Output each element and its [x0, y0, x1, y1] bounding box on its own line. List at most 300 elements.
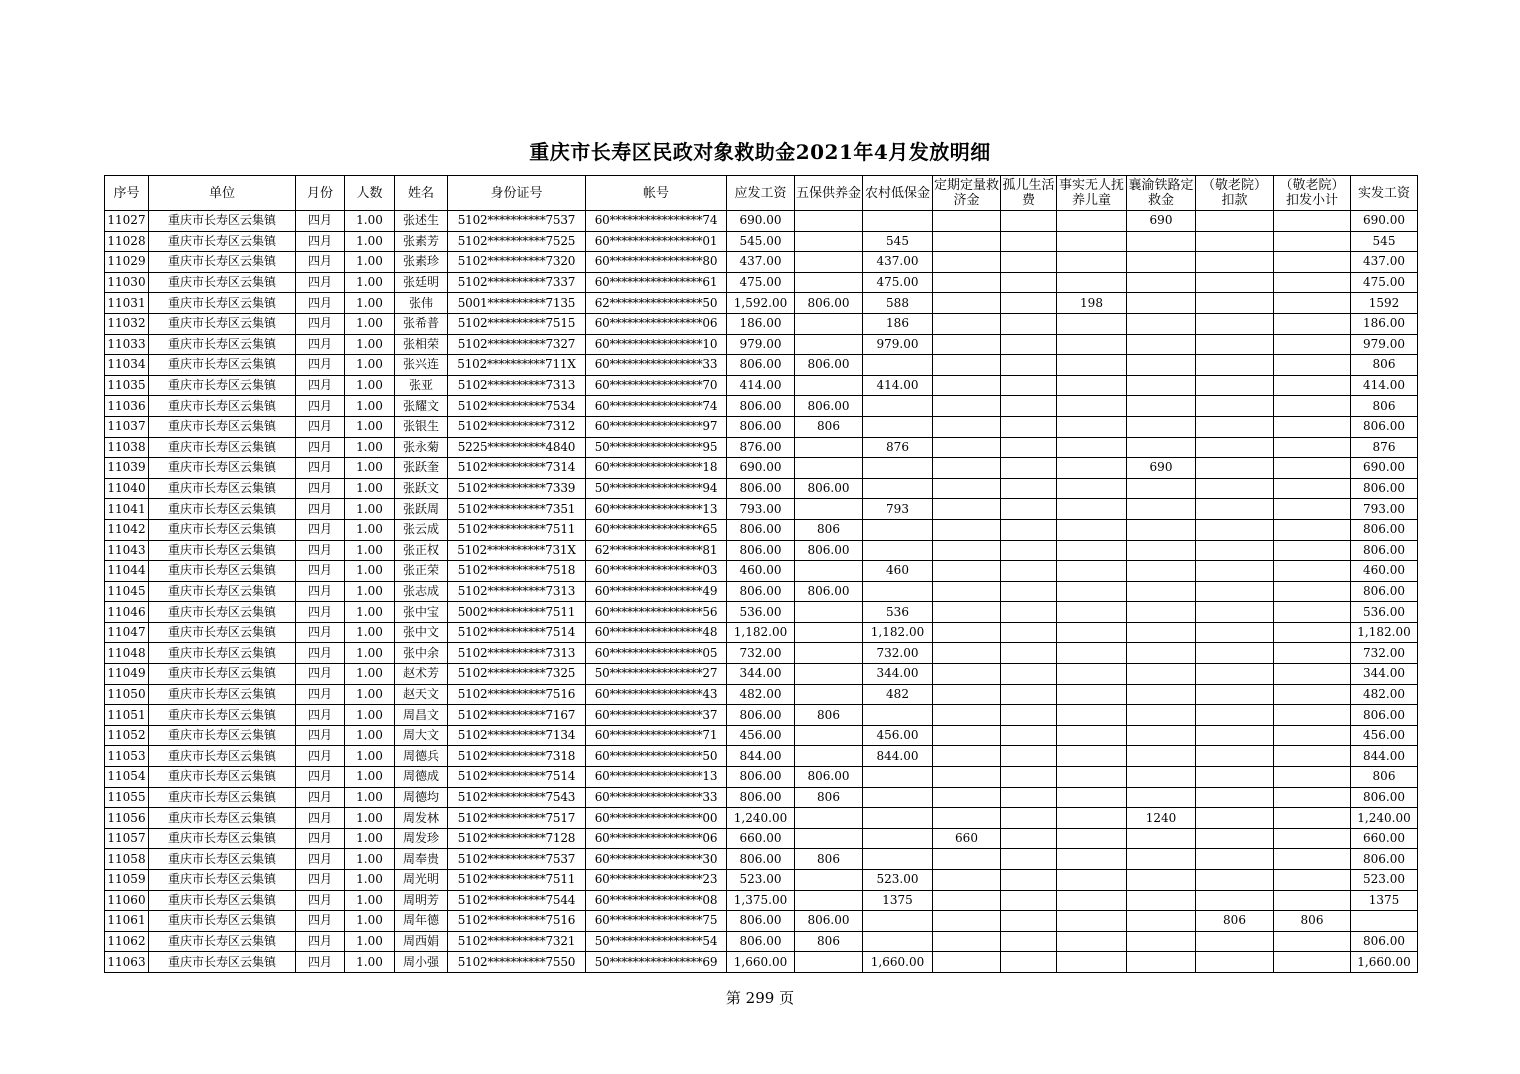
table-cell	[1196, 787, 1274, 808]
table-cell	[1274, 540, 1351, 561]
table-row	[105, 622, 1418, 643]
table-cell	[1127, 519, 1196, 540]
table-cell: 重庆市长寿区云集镇	[149, 808, 296, 829]
table-cell: 11044	[105, 561, 149, 582]
table-cell: 806.00	[795, 581, 863, 602]
table-cell: 806.00	[727, 396, 795, 417]
table-cell: 张述生	[395, 211, 448, 232]
table-cell: 重庆市长寿区云集镇	[149, 540, 296, 561]
table-cell: 1.00	[345, 293, 395, 314]
table-cell	[1127, 293, 1196, 314]
table-cell: 张中宝	[395, 602, 448, 623]
table-cell: 5102**********7537	[448, 849, 586, 870]
table-cell: 5102**********7128	[448, 828, 586, 849]
table-cell: 11038	[105, 437, 149, 458]
table-cell: 5102**********7517	[448, 808, 586, 829]
table-row	[105, 890, 1418, 911]
table-cell	[1001, 931, 1057, 952]
table-cell	[1196, 211, 1274, 232]
table-cell: 5102**********7511	[448, 870, 586, 891]
table-cell: 重庆市长寿区云集镇	[149, 478, 296, 499]
table-cell: 1,182.00	[1351, 622, 1418, 643]
table-cell	[1057, 519, 1127, 540]
table-cell: 张跃奎	[395, 458, 448, 479]
table-cell: 60****************48	[586, 622, 727, 643]
table-cell: 5102**********7320	[448, 252, 586, 273]
table-cell	[1196, 561, 1274, 582]
table-cell	[1274, 725, 1351, 746]
table-row	[105, 293, 1418, 314]
table-cell: 重庆市长寿区云集镇	[149, 952, 296, 973]
table-cell: 732.00	[1351, 643, 1418, 664]
table-cell	[863, 705, 933, 726]
table-cell: 四月	[296, 355, 345, 376]
table-cell	[933, 355, 1001, 376]
table-cell: 545	[863, 231, 933, 252]
table-cell: 806	[1196, 911, 1274, 932]
table-row	[105, 828, 1418, 849]
table-cell: 1.00	[345, 334, 395, 355]
table-cell	[1001, 952, 1057, 973]
table-cell	[1127, 540, 1196, 561]
table-cell	[1001, 622, 1057, 643]
table-cell	[933, 540, 1001, 561]
table-cell	[933, 375, 1001, 396]
table-cell: 11036	[105, 396, 149, 417]
table-cell: 1.00	[345, 870, 395, 891]
table-cell: 重庆市长寿区云集镇	[149, 787, 296, 808]
table-cell: 1,240.00	[727, 808, 795, 829]
table-cell	[933, 767, 1001, 788]
table-cell	[1274, 561, 1351, 582]
table-cell	[1274, 313, 1351, 334]
table-cell	[1274, 664, 1351, 685]
table-cell	[1196, 458, 1274, 479]
table-cell	[863, 396, 933, 417]
table-cell	[1127, 828, 1196, 849]
table-cell: 5102**********731X	[448, 540, 586, 561]
table-cell: 四月	[296, 684, 345, 705]
column-header: 单位	[149, 176, 296, 211]
table-cell	[1057, 787, 1127, 808]
table-cell	[933, 808, 1001, 829]
table-cell: 60****************61	[586, 272, 727, 293]
table-cell: 11058	[105, 849, 149, 870]
table-cell: 张中文	[395, 622, 448, 643]
table-cell: 四月	[296, 211, 345, 232]
table-cell	[1196, 416, 1274, 437]
table-cell: 重庆市长寿区云集镇	[149, 231, 296, 252]
table-row	[105, 211, 1418, 232]
table-cell	[1057, 581, 1127, 602]
column-header: （敬老院）扣发小计	[1274, 176, 1351, 211]
table-cell: 690	[1127, 211, 1196, 232]
table-cell: 5102**********7514	[448, 622, 586, 643]
table-cell: 张伟	[395, 293, 448, 314]
table-cell: 1,240.00	[1351, 808, 1418, 829]
table-cell: 5102**********7167	[448, 705, 586, 726]
table-cell	[1196, 581, 1274, 602]
table-cell	[863, 911, 933, 932]
table-cell: 11055	[105, 787, 149, 808]
table-cell: 806.00	[1351, 540, 1418, 561]
table-cell: 11049	[105, 664, 149, 685]
table-cell	[795, 870, 863, 891]
table-cell	[1274, 211, 1351, 232]
table-cell	[1127, 252, 1196, 273]
table-cell	[1057, 561, 1127, 582]
table-cell: 60****************37	[586, 705, 727, 726]
column-header: 事实无人抚养儿童	[1057, 176, 1127, 211]
table-row	[105, 416, 1418, 437]
table-cell: 重庆市长寿区云集镇	[149, 519, 296, 540]
column-header: 应发工资	[727, 176, 795, 211]
table-cell	[1001, 561, 1057, 582]
table-cell: 690.00	[1351, 211, 1418, 232]
table-cell	[1001, 231, 1057, 252]
table-cell: 50****************69	[586, 952, 727, 973]
column-header: 月份	[296, 176, 345, 211]
table-row	[105, 787, 1418, 808]
table-cell: 1.00	[345, 581, 395, 602]
table-cell: 1,375.00	[727, 890, 795, 911]
table-cell: 四月	[296, 334, 345, 355]
table-cell: 844.00	[727, 746, 795, 767]
table-cell	[795, 334, 863, 355]
table-cell: 5102**********7518	[448, 561, 586, 582]
table-cell	[863, 355, 933, 376]
table-cell	[1057, 478, 1127, 499]
table-cell: 11053	[105, 746, 149, 767]
table-cell: 806	[795, 705, 863, 726]
table-cell: 806.00	[795, 767, 863, 788]
table-cell: 60****************56	[586, 602, 727, 623]
table-cell: 536.00	[727, 602, 795, 623]
table-cell	[1274, 705, 1351, 726]
page-number: 第 299 页	[725, 989, 795, 1007]
table-cell	[863, 581, 933, 602]
table-cell: 四月	[296, 725, 345, 746]
table-row	[105, 952, 1418, 973]
table-cell: 60****************75	[586, 911, 727, 932]
table-cell: 50****************94	[586, 478, 727, 499]
table-cell: 660	[933, 828, 1001, 849]
table-cell: 四月	[296, 746, 345, 767]
column-header: 序号	[105, 176, 149, 211]
table-cell: 1.00	[345, 416, 395, 437]
column-header: 孤儿生活费	[1001, 176, 1057, 211]
table-cell: 460.00	[1351, 561, 1418, 582]
table-cell	[1001, 684, 1057, 705]
table-cell: 张兴连	[395, 355, 448, 376]
table-cell	[1057, 355, 1127, 376]
table-cell	[1196, 355, 1274, 376]
table-cell	[795, 890, 863, 911]
table-cell: 979.00	[727, 334, 795, 355]
table-cell: 1.00	[345, 664, 395, 685]
table-cell: 张正荣	[395, 561, 448, 582]
table-cell: 456.00	[727, 725, 795, 746]
table-cell: 重庆市长寿区云集镇	[149, 746, 296, 767]
table-cell: 536	[863, 602, 933, 623]
column-header: 帐号	[586, 176, 727, 211]
table-row	[105, 767, 1418, 788]
table-cell: 1.00	[345, 396, 395, 417]
table-cell: 806.00	[1351, 478, 1418, 499]
table-cell: 四月	[296, 931, 345, 952]
table-cell	[1196, 684, 1274, 705]
table-cell	[1196, 952, 1274, 973]
table-cell: 四月	[296, 437, 345, 458]
table-cell	[795, 746, 863, 767]
table-cell	[1057, 870, 1127, 891]
table-cell	[1196, 664, 1274, 685]
table-cell: 四月	[296, 519, 345, 540]
table-row	[105, 931, 1418, 952]
table-cell: 11033	[105, 334, 149, 355]
table-cell	[1057, 643, 1127, 664]
table-cell	[1057, 334, 1127, 355]
table-cell	[795, 602, 863, 623]
table-cell: 5102**********7339	[448, 478, 586, 499]
table-cell: 5102**********7313	[448, 581, 586, 602]
table-cell: 重庆市长寿区云集镇	[149, 828, 296, 849]
table-row	[105, 705, 1418, 726]
table-cell: 重庆市长寿区云集镇	[149, 375, 296, 396]
table-cell	[933, 437, 1001, 458]
table-cell: 588	[863, 293, 933, 314]
table-cell	[795, 725, 863, 746]
table-cell	[1127, 272, 1196, 293]
table-cell: 重庆市长寿区云集镇	[149, 252, 296, 273]
table-cell	[1001, 911, 1057, 932]
table-cell: 张跃周	[395, 499, 448, 520]
table-cell: 重庆市长寿区云集镇	[149, 396, 296, 417]
table-cell: 张素芳	[395, 231, 448, 252]
table-cell: 1.00	[345, 519, 395, 540]
table-cell	[1001, 540, 1057, 561]
table-cell: 5102**********7534	[448, 396, 586, 417]
table-cell: 赵天文	[395, 684, 448, 705]
table-cell: 660.00	[1351, 828, 1418, 849]
table-cell	[1001, 664, 1057, 685]
table-cell: 重庆市长寿区云集镇	[149, 499, 296, 520]
table-cell: 690	[1127, 458, 1196, 479]
table-cell: 60****************65	[586, 519, 727, 540]
table-cell: 806.00	[795, 911, 863, 932]
table-row	[105, 684, 1418, 705]
table-cell: 5102**********7327	[448, 334, 586, 355]
table-cell	[1127, 561, 1196, 582]
table-row	[105, 231, 1418, 252]
table-cell	[1001, 725, 1057, 746]
table-cell	[1274, 581, 1351, 602]
table-cell	[1001, 416, 1057, 437]
table-cell: 11043	[105, 540, 149, 561]
table-cell	[1127, 952, 1196, 973]
table-cell: 60****************74	[586, 211, 727, 232]
table-cell	[795, 272, 863, 293]
table-cell: 806	[795, 787, 863, 808]
table-cell	[1057, 231, 1127, 252]
table-cell	[933, 952, 1001, 973]
table-cell: 重庆市长寿区云集镇	[149, 416, 296, 437]
table-cell: 11047	[105, 622, 149, 643]
table-cell	[1057, 396, 1127, 417]
table-cell	[1057, 211, 1127, 232]
table-cell: 876	[863, 437, 933, 458]
table-cell	[933, 231, 1001, 252]
table-cell: 806.00	[727, 581, 795, 602]
table-cell: 690.00	[727, 211, 795, 232]
table-cell: 1.00	[345, 499, 395, 520]
table-cell: 806.00	[795, 478, 863, 499]
table-cell	[795, 828, 863, 849]
table-cell: 806	[1274, 911, 1351, 932]
table-cell: 793.00	[727, 499, 795, 520]
table-cell	[1001, 519, 1057, 540]
table-cell: 732.00	[727, 643, 795, 664]
table-cell: 四月	[296, 561, 345, 582]
table-cell	[1127, 931, 1196, 952]
table-cell	[1127, 767, 1196, 788]
column-header: 五保供养金	[795, 176, 863, 211]
table-cell: 四月	[296, 540, 345, 561]
table-cell: 1.00	[345, 808, 395, 829]
table-cell: 344.00	[863, 664, 933, 685]
table-cell	[795, 313, 863, 334]
table-cell	[1001, 705, 1057, 726]
table-cell	[1001, 375, 1057, 396]
table-cell	[1057, 416, 1127, 437]
table-cell: 437.00	[863, 252, 933, 273]
table-cell: 806.00	[1351, 416, 1418, 437]
table-cell	[933, 622, 1001, 643]
table-cell	[1001, 849, 1057, 870]
table-cell: 1.00	[345, 684, 395, 705]
table-cell: 四月	[296, 313, 345, 334]
table-cell: 周西娟	[395, 931, 448, 952]
table-cell: 重庆市长寿区云集镇	[149, 602, 296, 623]
table-cell: 806.00	[727, 416, 795, 437]
table-cell: 460.00	[727, 561, 795, 582]
table-row	[105, 437, 1418, 458]
table-cell: 重庆市长寿区云集镇	[149, 643, 296, 664]
table-cell	[1274, 293, 1351, 314]
table-cell: 张跃文	[395, 478, 448, 499]
table-cell: 四月	[296, 664, 345, 685]
table-cell	[1057, 602, 1127, 623]
table-cell: 475.00	[727, 272, 795, 293]
table-cell	[1274, 602, 1351, 623]
table-cell: 周光明	[395, 870, 448, 891]
table-cell: 5102**********7318	[448, 746, 586, 767]
table-cell	[1001, 211, 1057, 232]
table-cell: 11060	[105, 890, 149, 911]
table-cell: 1.00	[345, 252, 395, 273]
table-cell: 60****************74	[586, 396, 727, 417]
table-cell	[1196, 849, 1274, 870]
table-cell: 11050	[105, 684, 149, 705]
table-cell	[1196, 622, 1274, 643]
table-cell: 806.00	[727, 519, 795, 540]
table-cell: 60****************00	[586, 808, 727, 829]
table-cell	[1127, 313, 1196, 334]
table-cell	[863, 767, 933, 788]
table-cell	[863, 478, 933, 499]
table-cell: 四月	[296, 828, 345, 849]
table-cell	[1196, 313, 1274, 334]
table-cell: 186	[863, 313, 933, 334]
table-cell: 四月	[296, 849, 345, 870]
table-cell: 523.00	[1351, 870, 1418, 891]
table-cell	[933, 602, 1001, 623]
table-cell: 11042	[105, 519, 149, 540]
table-cell: 5102**********7321	[448, 931, 586, 952]
table-cell: 876	[1351, 437, 1418, 458]
table-cell	[933, 931, 1001, 952]
table-cell	[1196, 705, 1274, 726]
table-cell	[933, 849, 1001, 870]
table-cell: 1,660.00	[727, 952, 795, 973]
table-cell	[933, 293, 1001, 314]
table-cell: 806.00	[727, 911, 795, 932]
table-cell	[933, 252, 1001, 273]
table-cell: 周小强	[395, 952, 448, 973]
table-cell	[933, 561, 1001, 582]
table-cell	[1057, 849, 1127, 870]
table-cell: 1.00	[345, 622, 395, 643]
table-cell: 周德兵	[395, 746, 448, 767]
table-cell: 四月	[296, 499, 345, 520]
table-cell: 62****************50	[586, 293, 727, 314]
table-cell	[933, 458, 1001, 479]
table-cell: 张中余	[395, 643, 448, 664]
table-cell	[863, 458, 933, 479]
table-cell: 周大文	[395, 725, 448, 746]
table-cell: 重庆市长寿区云集镇	[149, 458, 296, 479]
table-cell: 690.00	[1351, 458, 1418, 479]
table-cell: 四月	[296, 231, 345, 252]
table-cell: 344.00	[727, 664, 795, 685]
table-cell	[1196, 890, 1274, 911]
table-cell: 11039	[105, 458, 149, 479]
payment-table	[104, 175, 1418, 973]
table-cell	[1057, 746, 1127, 767]
table-cell: 周年德	[395, 911, 448, 932]
table-cell	[1057, 272, 1127, 293]
table-cell: 5102**********7313	[448, 643, 586, 664]
table-cell	[1127, 705, 1196, 726]
table-row	[105, 458, 1418, 479]
table-cell: 1.00	[345, 313, 395, 334]
table-cell	[1001, 870, 1057, 891]
table-cell	[1057, 725, 1127, 746]
table-cell	[795, 499, 863, 520]
table-cell: 806.00	[727, 705, 795, 726]
table-cell	[933, 272, 1001, 293]
table-cell: 1.00	[345, 787, 395, 808]
table-cell: 张志成	[395, 581, 448, 602]
table-cell	[1196, 437, 1274, 458]
table-cell	[1196, 334, 1274, 355]
table-cell: 660.00	[727, 828, 795, 849]
table-cell	[1127, 622, 1196, 643]
table-cell: 50****************95	[586, 437, 727, 458]
table-cell: 张云成	[395, 519, 448, 540]
table-cell	[1127, 787, 1196, 808]
table-cell: 1.00	[345, 643, 395, 664]
